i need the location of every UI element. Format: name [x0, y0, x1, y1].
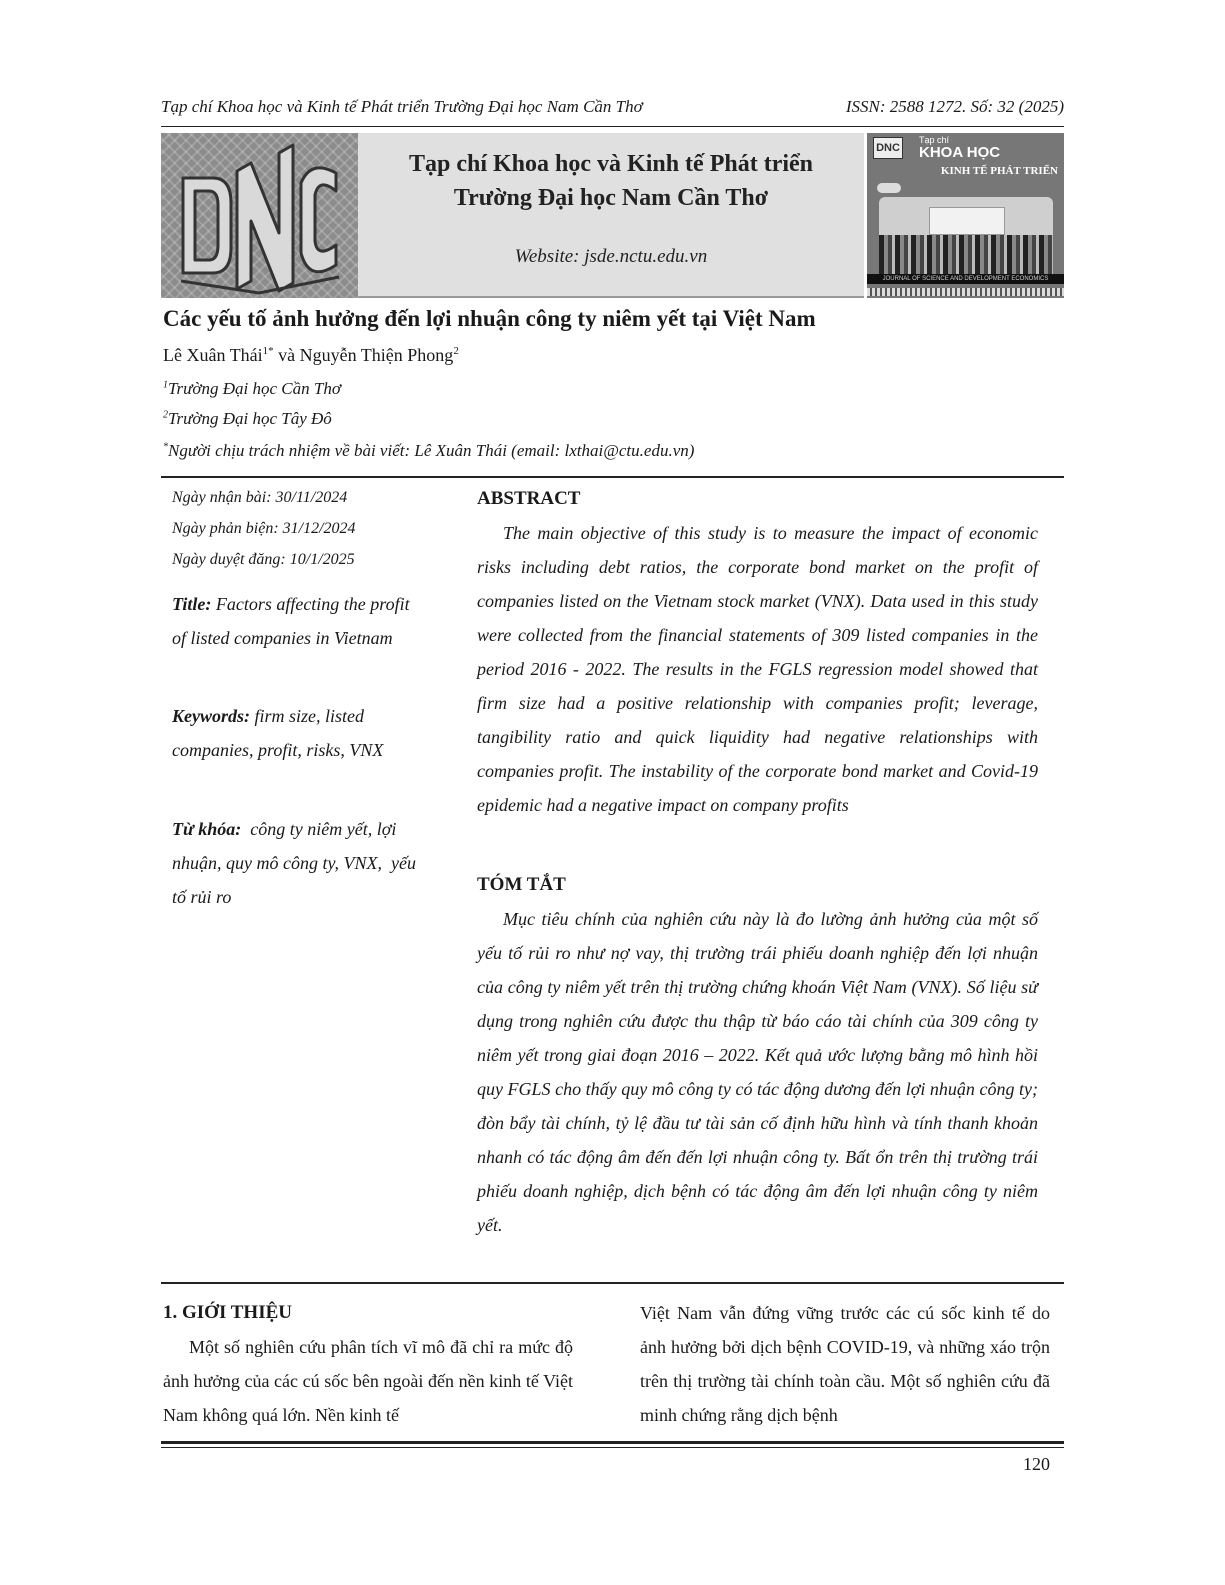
- affiliation-1-text: Trường Đại học Cần Thơ: [168, 379, 341, 398]
- tukhoa-value: công ty niêm yết, lợi nhuận, quy mô công ty, VNX, yếu tố rủi ro: [172, 819, 421, 907]
- english-title-value: Factors affecting the profit of listed companies in Vietnam: [172, 594, 410, 648]
- corresponding-sup: *: [163, 441, 168, 453]
- cover-small-label: Tạp chí: [919, 135, 950, 145]
- author-list: [163, 345, 459, 366]
- section-heading: 1. GIỚI THIỆU: [163, 1302, 292, 1323]
- cover-photo: [879, 197, 1053, 279]
- running-header-issn: ISSN: 2588 1272. Số: 32 (2025): [845, 97, 1064, 116]
- header-rule: [161, 126, 1064, 127]
- author-separator: và: [273, 345, 300, 365]
- abstract-heading: ABSTRACT: [477, 488, 581, 509]
- body-column-left: Một số nghiên cứu phân tích vĩ mô đã chỉ ra mức độ ảnh hưởng của các cú sốc bên ngoài đến nền kinh tế Việt Nam không quá lớn. Nền kinh tế: [163, 1337, 573, 1425]
- banner-title-line-1: Tạp chí Khoa học và Kinh tế Phát triển: [408, 151, 814, 177]
- journal-cover-thumbnail: [867, 133, 1064, 298]
- dnc-logo: [161, 133, 358, 298]
- corresponding-author: [163, 441, 694, 461]
- banner-website: Website: jsde.nctu.edu.vn: [514, 246, 708, 267]
- cover-photo-people: [879, 235, 1053, 279]
- body-column-right: Việt Nam vẫn đứng vững trước các cú sốc kinh tế do ảnh hưởng bởi dịch bệnh COVID-19, và những xáo trộn trên thị trường tài chính toàn cầu. Một số nghiên cứu đã minh chứng rằng dịch bệnh: [640, 1303, 1050, 1425]
- banner-title-line-2: Trường Đại học Nam Cần Thơ: [453, 185, 769, 211]
- tomtat-text: Mục tiêu chính của nghiên cứu này là đo lường ảnh hưởng của một số yếu tố rủi ro như nợ vay, thị trường trái phiếu doanh nghiệp đến lợi nhuận của công ty niêm yết trên thị trường chứng khoán Việt Nam (VNX). Số liệu sử dụng trong nghiên cứu được thu thập từ báo cáo tài chính của 309 công ty niêm yết trong giai đoạn 2016 – 2022. Kết quả ước lượng bằng mô hình hồi quy FGLS cho thấy quy mô công ty có tác động dương đến lợi nhuận công ty; đòn bẩy tài chính, tỷ lệ đầu tư tài sản cố định hữu hình và tính thanh khoản nhanh có tác động âm đến đến lợi nhuận công ty. Bất ổn trên thị trường trái phiếu doanh nghiệp, dịch bệnh có tác động âm đến lợi nhuận công ty niêm yết.: [477, 909, 1038, 1235]
- author-2: Nguyễn Thiện Phong: [299, 345, 454, 365]
- cover-photo-screen: [929, 207, 1005, 235]
- title-rule: [161, 476, 1064, 478]
- received-date: Ngày nhận bài: 30/11/2024: [172, 489, 348, 506]
- accepted-date: Ngày duyệt đăng: 10/1/2025: [172, 551, 355, 568]
- article-title: Các yếu tố ảnh hưởng đến lợi nhuận công ty niêm yết tại Việt Nam: [163, 306, 816, 331]
- keywords-label: Keywords:: [172, 706, 250, 726]
- footer-rule-thin: [161, 1447, 1064, 1448]
- cover-footer-strip: [867, 288, 1064, 296]
- affiliation-2: [163, 409, 332, 429]
- affiliation-2-text: Trường Đại học Tây Đô: [168, 409, 332, 428]
- page-number: 120: [1023, 1454, 1050, 1474]
- abstract-text: The main objective of this study is to measure the impact of economic risks including debt ratios, the corporate bond market on the profit of companies listed on the Vietnam stock market (VNX). Data used in this study were collected from the financial statements of 309 listed companies in the period 2016 - 2022. The results in the FGLS regression model showed that firm size had a positive relationship with companies profit; leverage, tangibility ratio and quick liquidity had negative relationships with companies profit. The instability of the corporate bond market and Covid-19 epidemic had a negative impact on company profits: [477, 523, 1038, 815]
- author-1: Lê Xuân Thái: [163, 345, 263, 365]
- reviewed-date: Ngày phản biện: 31/12/2024: [172, 520, 356, 537]
- keywords-block: [172, 699, 422, 767]
- banner-title-panel: [358, 133, 864, 298]
- cover-badge-icon: [877, 183, 901, 193]
- tukhoa-block: [172, 812, 422, 914]
- tomtat-heading: TÓM TẮT: [477, 874, 566, 895]
- cover-logo-icon: DNC: [873, 137, 903, 159]
- tukhoa-label: Từ khóa:: [172, 819, 242, 839]
- abstract-rule: [161, 1282, 1064, 1284]
- keywords-value: firm size, listed companies, profit, risks, VNX: [172, 706, 384, 760]
- running-header-journal: Tạp chí Khoa học và Kinh tế Phát triển Trường Đại học Nam Cần Thơ: [161, 97, 643, 116]
- footer-rule-thick: [161, 1441, 1064, 1444]
- banner-divider: [358, 296, 864, 298]
- affiliation-2-sup: 2: [163, 409, 168, 421]
- author-1-sup: 1*: [262, 345, 274, 357]
- dnc-logo-icon: [161, 133, 358, 298]
- affiliation-1: [163, 379, 341, 399]
- journal-banner: [161, 133, 1064, 298]
- cover-footer: JOURNAL OF SCIENCE AND DEVELOPMENT ECONOMICS: [867, 274, 1064, 284]
- cover-title-line-2: KINH TẾ PHÁT TRIỂN: [940, 165, 1058, 177]
- english-title-block: [172, 587, 422, 655]
- cover-title-line-1: KHOA HỌC: [919, 144, 1001, 161]
- corresponding-text: Người chịu trách nhiệm về bài viết: Lê Xuân Thái (email: lxthai@ctu.edu.vn): [168, 441, 695, 460]
- author-2-sup: 2: [453, 345, 459, 357]
- affiliation-1-sup: 1: [163, 379, 168, 391]
- english-title-label: Title:: [172, 594, 212, 614]
